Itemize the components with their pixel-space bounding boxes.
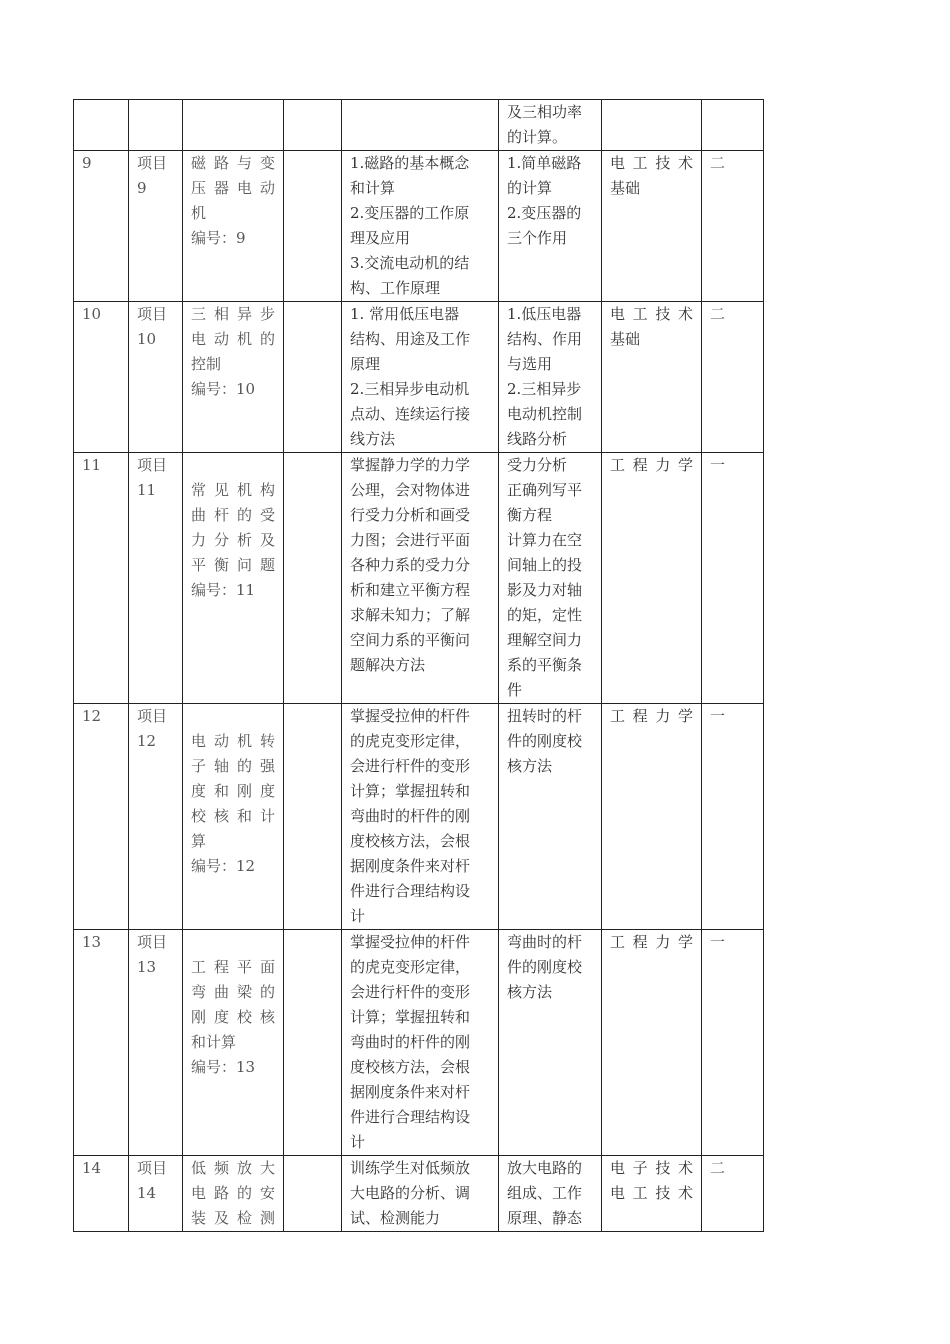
goal-line: 计 [350,1133,366,1151]
cell-name [183,151,284,302]
points-line: 线路分析 [507,430,568,448]
name-line: 机 [191,204,207,222]
name-line: 刚度校核 [191,1008,275,1026]
name-line: 算 [191,832,207,850]
points-line: 受力分析 [507,456,568,474]
course-line: 基础 [610,179,641,197]
cell-points [499,100,602,151]
goal-line: 2.三相异步电动机 [350,380,470,398]
row-number: 11 [82,456,102,474]
table-row [74,930,764,1156]
cell-project [129,100,183,151]
course-line: 电工技术 [610,1184,693,1202]
cell-course [602,704,702,930]
goal-line: 空间力系的平衡问 [350,631,471,649]
cell-goal [342,100,499,151]
cell-course [602,151,702,302]
name-line: 常见机构 [191,481,275,499]
goal-line: 的虎克变形定律， [350,958,471,976]
name-line: 弯曲梁的 [191,983,275,1001]
semester-value: 一 [710,933,726,951]
cell-project [129,453,183,704]
project-line: 项目 [137,154,168,172]
cell-points [499,930,602,1156]
cell-goal [342,704,499,930]
course-line: 基础 [610,330,641,348]
cell-goal [342,1156,499,1232]
cell-goal [342,930,499,1156]
cell-name [183,302,284,453]
cell-name [183,453,284,704]
name-line: 度和刚度 [191,782,275,800]
goal-line: 的虎克变形定律， [350,732,471,750]
cell-course [602,453,702,704]
name-line: 电动机转 [191,732,275,750]
cell-course [602,302,702,453]
cell-points [499,151,602,302]
points-line: 影及力对轴 [507,581,583,599]
goal-line: 2.变压器的工作原 [350,204,470,222]
points-line: 件的刚度校 [507,732,583,750]
name-line: 编号：12 [191,857,256,875]
goal-line: 构、工作原理 [350,279,441,297]
points-line: 组成、工作 [507,1184,583,1202]
row-number: 9 [82,154,92,172]
cell-project [129,1156,183,1232]
cell-number [74,302,129,453]
project-line: 14 [137,1184,157,1202]
points-line: 与选用 [507,355,553,373]
points-line: 三个作用 [507,229,568,247]
table-row [74,1156,764,1232]
cell-project [129,302,183,453]
goal-line: 件进行合理结构设 [350,882,471,900]
cell-blank [284,151,342,302]
goal-line: 掌握受拉伸的杆件 [350,707,471,725]
points-line: 原理、静态 [507,1209,583,1227]
table-row [74,302,764,453]
course-line: 电工技术 [610,305,693,323]
points-line: 系的平衡条 [507,656,583,674]
semester-value: 二 [710,154,726,172]
goal-line: 结构、用途及工作 [350,330,471,348]
row-number: 12 [82,707,102,725]
goal-line: 件进行合理结构设 [350,1108,471,1126]
name-line: 电动机的 [191,330,275,348]
name-line: 低频放大 [191,1159,275,1177]
cell-course [602,1156,702,1232]
semester-value: 一 [710,707,726,725]
cell-points [499,302,602,453]
name-line: 编号：13 [191,1058,256,1076]
name-line: 磁路与变 [191,154,275,172]
table-row [74,704,764,930]
cell-points [499,453,602,704]
goal-line: 理及应用 [350,229,411,247]
table-row [74,100,764,151]
cell-goal [342,151,499,302]
cell-points [499,1156,602,1232]
cell-name [183,100,284,151]
cell-number [74,1156,129,1232]
goal-line: 线方法 [350,430,396,448]
cell-goal [342,302,499,453]
cell-blank [284,930,342,1156]
semester-value: 一 [710,456,726,474]
project-line: 11 [137,481,157,499]
cell-number [74,930,129,1156]
points-line: 2.变压器的 [507,204,582,222]
name-line [191,930,275,955]
goal-line: 3.交流电动机的结 [350,254,470,272]
cell-course [602,100,702,151]
cell-number [74,704,129,930]
cell-semester [702,100,764,151]
cell-semester [702,302,764,453]
name-line: 工程平面 [191,958,275,976]
project-line: 10 [137,330,157,348]
name-line: 力分析及 [191,531,275,549]
name-line: 子轴的强 [191,757,275,775]
points-line: 电动机控制 [507,405,583,423]
goal-line: 试、检测能力 [350,1209,441,1227]
cell-blank [284,100,342,151]
table-row [74,151,764,302]
goal-line: 据刚度条件来对杆 [350,1083,471,1101]
points-line: 件的刚度校 [507,958,583,976]
cell-semester [702,930,764,1156]
goal-line: 大电路的分析、调 [350,1184,471,1202]
name-line [191,453,275,478]
cell-project [129,704,183,930]
goal-line: 求解未知力；了解 [350,606,471,624]
cell-number [74,151,129,302]
goal-line: 力图；会进行平面 [350,531,471,549]
goal-line: 会进行杆件的变形 [350,983,471,1001]
goal-line: 弯曲时的杆件的刚 [350,807,471,825]
goal-line: 各种力系的受力分 [350,556,471,574]
points-line: 弯曲时的杆 [507,933,583,951]
name-line: 三相异步 [191,305,275,323]
name-line [191,704,275,729]
points-line: 的矩，定性 [507,606,583,624]
points-line: 计算力在空 [507,531,583,549]
points-line: 及三相功率 [507,103,583,121]
name-line: 电路的安 [191,1184,275,1202]
course-line: 电子技术 [610,1159,693,1177]
goal-line: 1.磁路的基本概念 [350,154,470,172]
cell-semester [702,151,764,302]
cell-number [74,453,129,704]
goal-line: 训练学生对低频放 [350,1159,471,1177]
row-number: 13 [82,933,102,951]
cell-semester [702,704,764,930]
course-plan-table [73,99,764,1232]
project-line: 项目 [137,933,168,951]
cell-course [602,930,702,1156]
points-line: 核方法 [507,757,553,775]
name-line: 曲杆的受 [191,506,275,524]
course-line: 电工技术 [610,154,693,172]
name-line: 平衡问题 [191,556,275,574]
points-line: 的计算。 [507,128,568,146]
goal-line: 和计算 [350,179,396,197]
table-body [74,100,764,1232]
cell-goal [342,453,499,704]
goal-line: 计算；掌握扭转和 [350,1008,471,1026]
name-line: 编号：9 [191,229,246,247]
cell-number [74,100,129,151]
course-line: 工程力学 [610,707,693,725]
goal-line: 析和建立平衡方程 [350,581,471,599]
goal-line: 原理 [350,355,381,373]
project-line: 12 [137,732,157,750]
cell-name [183,930,284,1156]
points-line: 核方法 [507,983,553,1001]
cell-semester [702,453,764,704]
project-line: 项目 [137,456,168,474]
cell-blank [284,302,342,453]
project-line: 项目 [137,1159,168,1177]
goal-line: 计算；掌握扭转和 [350,782,471,800]
table-row [74,453,764,704]
cell-name [183,1156,284,1232]
name-line: 编号：10 [191,380,256,398]
points-line: 1.简单磁路 [507,154,582,172]
goal-line: 度校核方法，会根 [350,1058,471,1076]
cell-project [129,930,183,1156]
goal-line: 度校核方法，会根 [350,832,471,850]
row-number: 14 [82,1159,102,1177]
points-line: 正确列写平 [507,481,583,499]
project-line: 9 [137,179,147,197]
goal-line: 会进行杆件的变形 [350,757,471,775]
goal-line: 据刚度条件来对杆 [350,857,471,875]
name-line: 装及检测 [191,1209,275,1227]
cell-points [499,704,602,930]
goal-line: 弯曲时的杆件的刚 [350,1033,471,1051]
points-line: 理解空间力 [507,631,583,649]
goal-line: 计 [350,907,366,925]
semester-value: 二 [710,1159,726,1177]
cell-blank [284,453,342,704]
project-line: 项目 [137,305,168,323]
goal-line: 题解决方法 [350,656,426,674]
points-line: 放大电路的 [507,1159,583,1177]
cell-project [129,151,183,302]
points-line: 间轴上的投 [507,556,583,574]
points-line: 2.三相异步 [507,380,582,398]
name-line: 校核和计 [191,807,275,825]
name-line: 控制 [191,355,222,373]
project-line: 13 [137,958,157,976]
points-line: 件 [507,681,523,699]
name-line: 和计算 [191,1033,237,1051]
row-number: 10 [82,305,102,323]
goal-line: 1. 常用低压电器 [350,305,460,323]
cell-semester [702,1156,764,1232]
course-line: 工程力学 [610,933,693,951]
name-line: 编号：11 [191,581,256,599]
goal-line: 公理，会对物体进 [350,481,471,499]
points-line: 结构、作用 [507,330,583,348]
goal-line: 掌握受拉伸的杆件 [350,933,471,951]
goal-line: 点动、连续运行接 [350,405,471,423]
course-line: 工程力学 [610,456,693,474]
points-line: 衡方程 [507,506,553,524]
points-line: 的计算 [507,179,553,197]
name-line: 压器电动 [191,179,275,197]
cell-blank [284,1156,342,1232]
points-line: 扭转时的杆 [507,707,583,725]
project-line: 项目 [137,707,168,725]
cell-name [183,704,284,930]
goal-line: 行受力分析和画受 [350,506,471,524]
semester-value: 二 [710,305,726,323]
goal-line: 掌握静力学的力学 [350,456,471,474]
points-line: 1.低压电器 [507,305,582,323]
cell-blank [284,704,342,930]
